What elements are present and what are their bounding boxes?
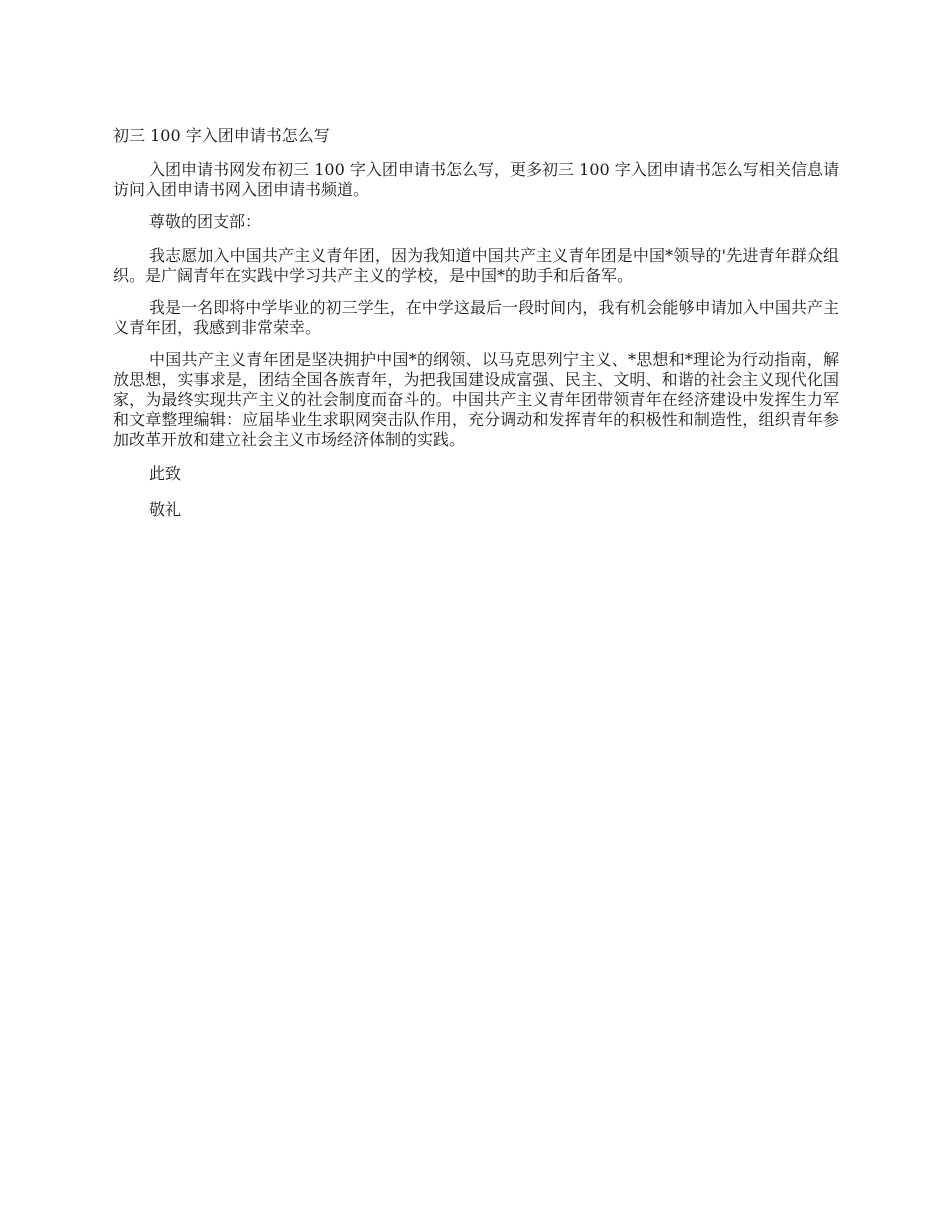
body-paragraph-1: 我志愿加入中国共产主义青年团，因为我知道中国共产主义青年团是中国*领导的'先进青年群众组织。是广阔青年在实践中学习共产主义的学校，是中国*的助手和后备军。 — [113, 246, 839, 285]
closing-salute: 敬礼 — [149, 500, 182, 519]
body-paragraph-2: 我是一名即将中学毕业的初三学生，在中学这最后一段时间内，我有机会能够申请加入中国共产主义青年团，我感到非常荣幸。 — [113, 298, 839, 337]
salutation: 尊敬的团支部： — [149, 212, 262, 231]
document-title: 初三 100 字入团申请书怎么写 — [113, 126, 330, 145]
intro-paragraph: 入团申请书网发布初三 100 字入团申请书怎么写，更多初三 100 字入团申请书怎么写相关信息请访问入团申请书网入团申请书频道。 — [113, 160, 839, 199]
closing-greeting: 此致 — [149, 464, 182, 483]
document-page — [113, 124, 839, 534]
body-paragraph-3: 中国共产主义青年团是坚决拥护中国*的纲领、以马克思列宁主义、*思想和*理论为行动指南，解放思想，实事求是，团结全国各族青年，为把我国建设成富强、民主、文明、和谐的社会主义现代化国家，为最终实现共产主义的社会制度而奋斗的。中国共产主义青年团带领青年在经济建设中发挥生力军和文章整理编辑：应届毕业生求职网突击队作用，充分调动和发挥青年的积极性和制造性，组织青年参加改革开放和建立社会主义市场经济体制的实践。 — [113, 350, 839, 449]
